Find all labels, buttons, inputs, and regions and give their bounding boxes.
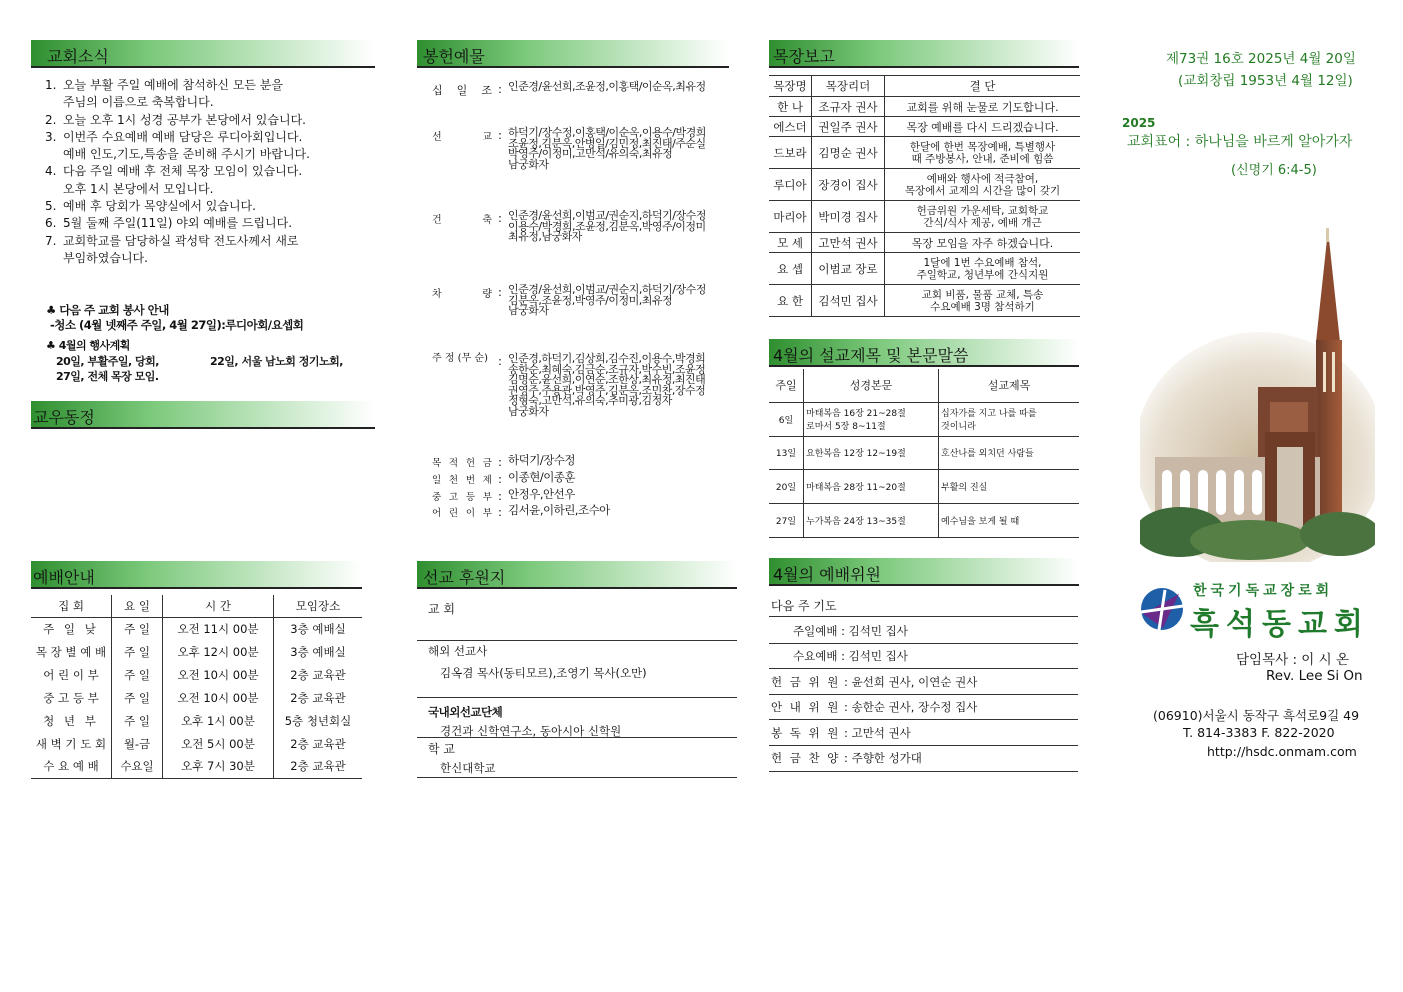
table-row: 청 년 부 주 일 오후 1시 00분 5층 청년회실 (31, 709, 362, 732)
table-row: 루디아 장경이 집사 예배와 행사에 적극참여, 목장에서 교제의 시간을 많이 갖기 (769, 169, 1080, 201)
founded-line: (교회창립 1953년 4월 12일) (1178, 73, 1353, 89)
worship-col-header: 요 일 (112, 595, 163, 617)
year-label: 2025 (1122, 116, 1156, 130)
mission-domestic-label: 국내외선교단체 (428, 705, 503, 719)
table-row: 13일 요한복음 12장 12~19절 호산나를 외치던 사람들 (769, 436, 1079, 469)
members-header (31, 401, 375, 429)
worship-col-header: 모임장소 (295, 598, 341, 613)
news-list (31, 77, 376, 267)
cell-col-header: 결 단 (969, 79, 996, 93)
committee-row: 수요예배 : 김석민 집사 (793, 649, 908, 663)
committee-header (769, 558, 1079, 586)
events-line-2: 27일, 전체 목장 모임. (56, 370, 159, 383)
pastor-name: 담임목사 : 이 시 온 (1236, 652, 1350, 668)
offering-list: 십 일 조 : 인준경/윤선희,조윤정,이홍택/이순옥,최유정 선 교 : 하덕기/장수정,이홍택/이순옥,이용수/박경희 조윤정,김분옥,안병일/김민정,최진태/주순실 박영주/이정미,고만석/유의숙,최유정 남궁화자 건 축 : 인준경/윤선희,이범교/권순지,하덕기/장수정 이용수/박경희,조윤정,김분옥,박영주/이정미 최유정,남궁화자 차 량 : 인준경/윤선희,이범교/권순지,하덕기/장수정 김분옥,조윤정,박영주/이정미,최유정 남궁화자 주 정 (무 순) : 인준경,하덕기,김상희,김수진,이용수,박경희 송한순,최혜숙,김금순,조규자,박수빈,조윤정 김명순,윤선희,이연순,조한상,최유정,최진태 권영주,주용관,박영주,김분옥,조민찬,장수정 정형숙,고만석,유의숙,추미광,김정자 남궁화자 목 적 헌 금 : 하덕기/장수정 일 천 번 제 : 이종현/이종훈 중 고 등 부 : 안정우,안선우 어 린 이 부 : 김서윤,이하린,조수아 (432, 80, 706, 519)
sermon-header (769, 339, 1079, 367)
worship-col-header: 시 간 (163, 595, 274, 617)
events-line-1b: 22일, 서울 남노회 정기노회, (210, 355, 343, 368)
sermon-col-header: 주일 (769, 369, 804, 402)
list-item: 7. 교회학교를 담당하실 곽성탁 전도사께서 새로 부임하였습니다. (45, 233, 299, 265)
committee-title: 4월의 예배위원 (773, 565, 882, 584)
worship-header (31, 561, 362, 589)
mission-overseas-label: 해외 선교사 (428, 644, 488, 658)
mission-header (417, 561, 737, 589)
worship-title: 예배안내 (33, 568, 95, 587)
cell-title: 목장보고 (773, 47, 835, 66)
committee-row: 헌 금 찬 양 : 주향한 성가대 (771, 751, 922, 765)
service-title: ♣ 다음 주 교회 봉사 안내 (46, 303, 169, 317)
list-item: 2. 오늘 오후 1시 성경 공부가 본당에서 있습니다. (45, 112, 306, 127)
offering-header (417, 40, 729, 68)
cell-col-header: 목장명 (769, 76, 812, 97)
cell-table (769, 75, 1080, 317)
motto: 교회표어 : 하나님을 바르게 알아가자 (1127, 134, 1353, 150)
committee-row: 봉 독 위 원 : 고만석 권사 (771, 726, 911, 740)
events-title: ♣ 4월의 행사계획 (46, 339, 130, 352)
denomination-name: 한국기독교장로회 (1193, 583, 1334, 599)
events-line-1a: 20일, 부활주일, 당회, (56, 355, 159, 368)
church-building-image (1140, 222, 1375, 562)
list-item: 1. 오늘 부활 주일 예배에 참석하신 모든 분을 주님의 이름으로 축복합니다. (45, 78, 283, 110)
table-row: 모 세 고만석 권사 목장 모임을 자주 하겠습니다. (769, 233, 1080, 253)
table-row: 한 나 조규자 권사 교회를 위해 눈물로 기도합니다. (769, 97, 1080, 117)
table-row: 요 셉 이범교 장로 1달에 1번 수요예배 참석, 주일학교, 청년부에 간식지원 (769, 253, 1080, 285)
mission-school-label: 학 교 (428, 742, 455, 756)
list-item: 6. 5월 둘째 주일(11일) 야외 예배를 드립니다. (45, 216, 293, 231)
worship-col-header: 집 회 (31, 595, 112, 617)
list-item: 5. 예배 후 당회가 목양실에서 있습니다. (45, 199, 256, 214)
committee-row: 안 내 위 원 : 송한순 권사, 장수정 집사 (771, 700, 978, 714)
table-row: 어 린 이 부 주 일 오전 10시 00분 2층 교육관 (31, 663, 362, 686)
cell-header (769, 40, 1079, 68)
table-row: 마리아 박미경 집사 헌금위원 가운세탁, 교회학교 간식/식사 제공, 예배 개근 (769, 201, 1080, 233)
issue-line: 제73권 16호 2025년 4월 20일 (1166, 51, 1356, 67)
table-row: 새 벽 기 도 회 월-금 오전 5시 00분 2층 교육관 (31, 732, 362, 755)
mission-title: 선교 후원지 (423, 568, 506, 587)
table-row: 주 일 낮 주 일 오전 11시 00분 3층 예배실 (31, 617, 362, 640)
table-row: 드보라 김명순 권사 한달에 한번 목장예배, 특별행사 때 주방봉사, 안내, 준비에 힘씀 (769, 137, 1080, 169)
service-line: -청소 (4월 넷째주 주일, 4월 27일):루디아회/요셉회 (50, 318, 304, 332)
sermon-table (769, 369, 1079, 538)
mission-school-value: 한신대학교 (440, 761, 496, 775)
mission-church-label: 교 회 (428, 602, 455, 616)
sermon-col-header: 성경본문 (804, 369, 939, 402)
pastor-name-en: Rev. Lee Si On (1266, 668, 1363, 684)
cell-col-header: 목장리더 (812, 76, 885, 97)
list-item: 3. 이번주 수요예배 예배 담당은 루디아회입니다. 예배 인도,기도,특송을 준비해 주시기 바랍니다. (45, 129, 310, 162)
members-title: 교우동정 (33, 408, 95, 427)
table-row: 20일 마태복음 28장 11~20절 부활의 진실 (769, 469, 1079, 503)
church-logo-icon (1139, 586, 1185, 632)
committee-row: 헌 금 위 원 : 윤선희 권사, 이연순 권사 (771, 675, 978, 689)
table-row: 에스더 권일주 권사 목장 예배를 다시 드리겠습니다. (769, 117, 1080, 137)
table-row: 요 한 김석민 집사 교회 비품, 물품 교체, 특송 수요예배 3명 참석하기 (769, 285, 1080, 317)
table-row: 27일 누가복음 24장 13~35절 예수님을 보게 될 때 (769, 503, 1079, 537)
church-address: (06910)서울시 동작구 흑석로9길 49 (1153, 708, 1360, 723)
offering-title: 봉헌예물 (423, 47, 485, 66)
table-row: 수 요 예 배 수요일 오후 7시 30분 2층 교육관 (31, 755, 362, 778)
church-url[interactable]: http://hsdc.onmam.com (1207, 744, 1357, 759)
sermon-title: 4월의 설교제목 및 본문말씀 (773, 346, 969, 365)
sermon-col-header: 설교제목 (987, 379, 1031, 393)
table-row: 중 고 등 부 주 일 오전 10시 00분 2층 교육관 (31, 686, 362, 709)
committee-prayer-header: 다음 주 기도 (771, 599, 837, 613)
verse: (신명기 6:4-5) (1231, 163, 1317, 178)
church-name: 흑석동교회 (1190, 607, 1370, 642)
church-phone: T. 814-3383 F. 822-2020 (1183, 725, 1335, 740)
mission-overseas-value: 김옥겸 목사(동티모르),조영기 목사(오만) (440, 666, 647, 680)
committee-row: 주일예배 : 김석민 집사 (793, 624, 908, 638)
table-row: 6일 마태복음 16장 21~28절 로마서 5장 8~11절 십자가를 지고 나를 따를 것이니라 (769, 402, 1079, 436)
news-header (31, 40, 375, 68)
news-title: 교회소식 (47, 47, 109, 66)
table-row: 목 장 별 예 배 주 일 오후 12시 00분 3층 예배실 (31, 640, 362, 663)
mission-domestic-value: 경건과 신학연구소, 동아시아 신학원 (440, 724, 622, 738)
worship-table (31, 595, 362, 779)
list-item: 4. 다음 주일 예배 후 전체 목장 모임이 있습니다. 오후 1시 본당에서 모입니다. (45, 164, 303, 196)
